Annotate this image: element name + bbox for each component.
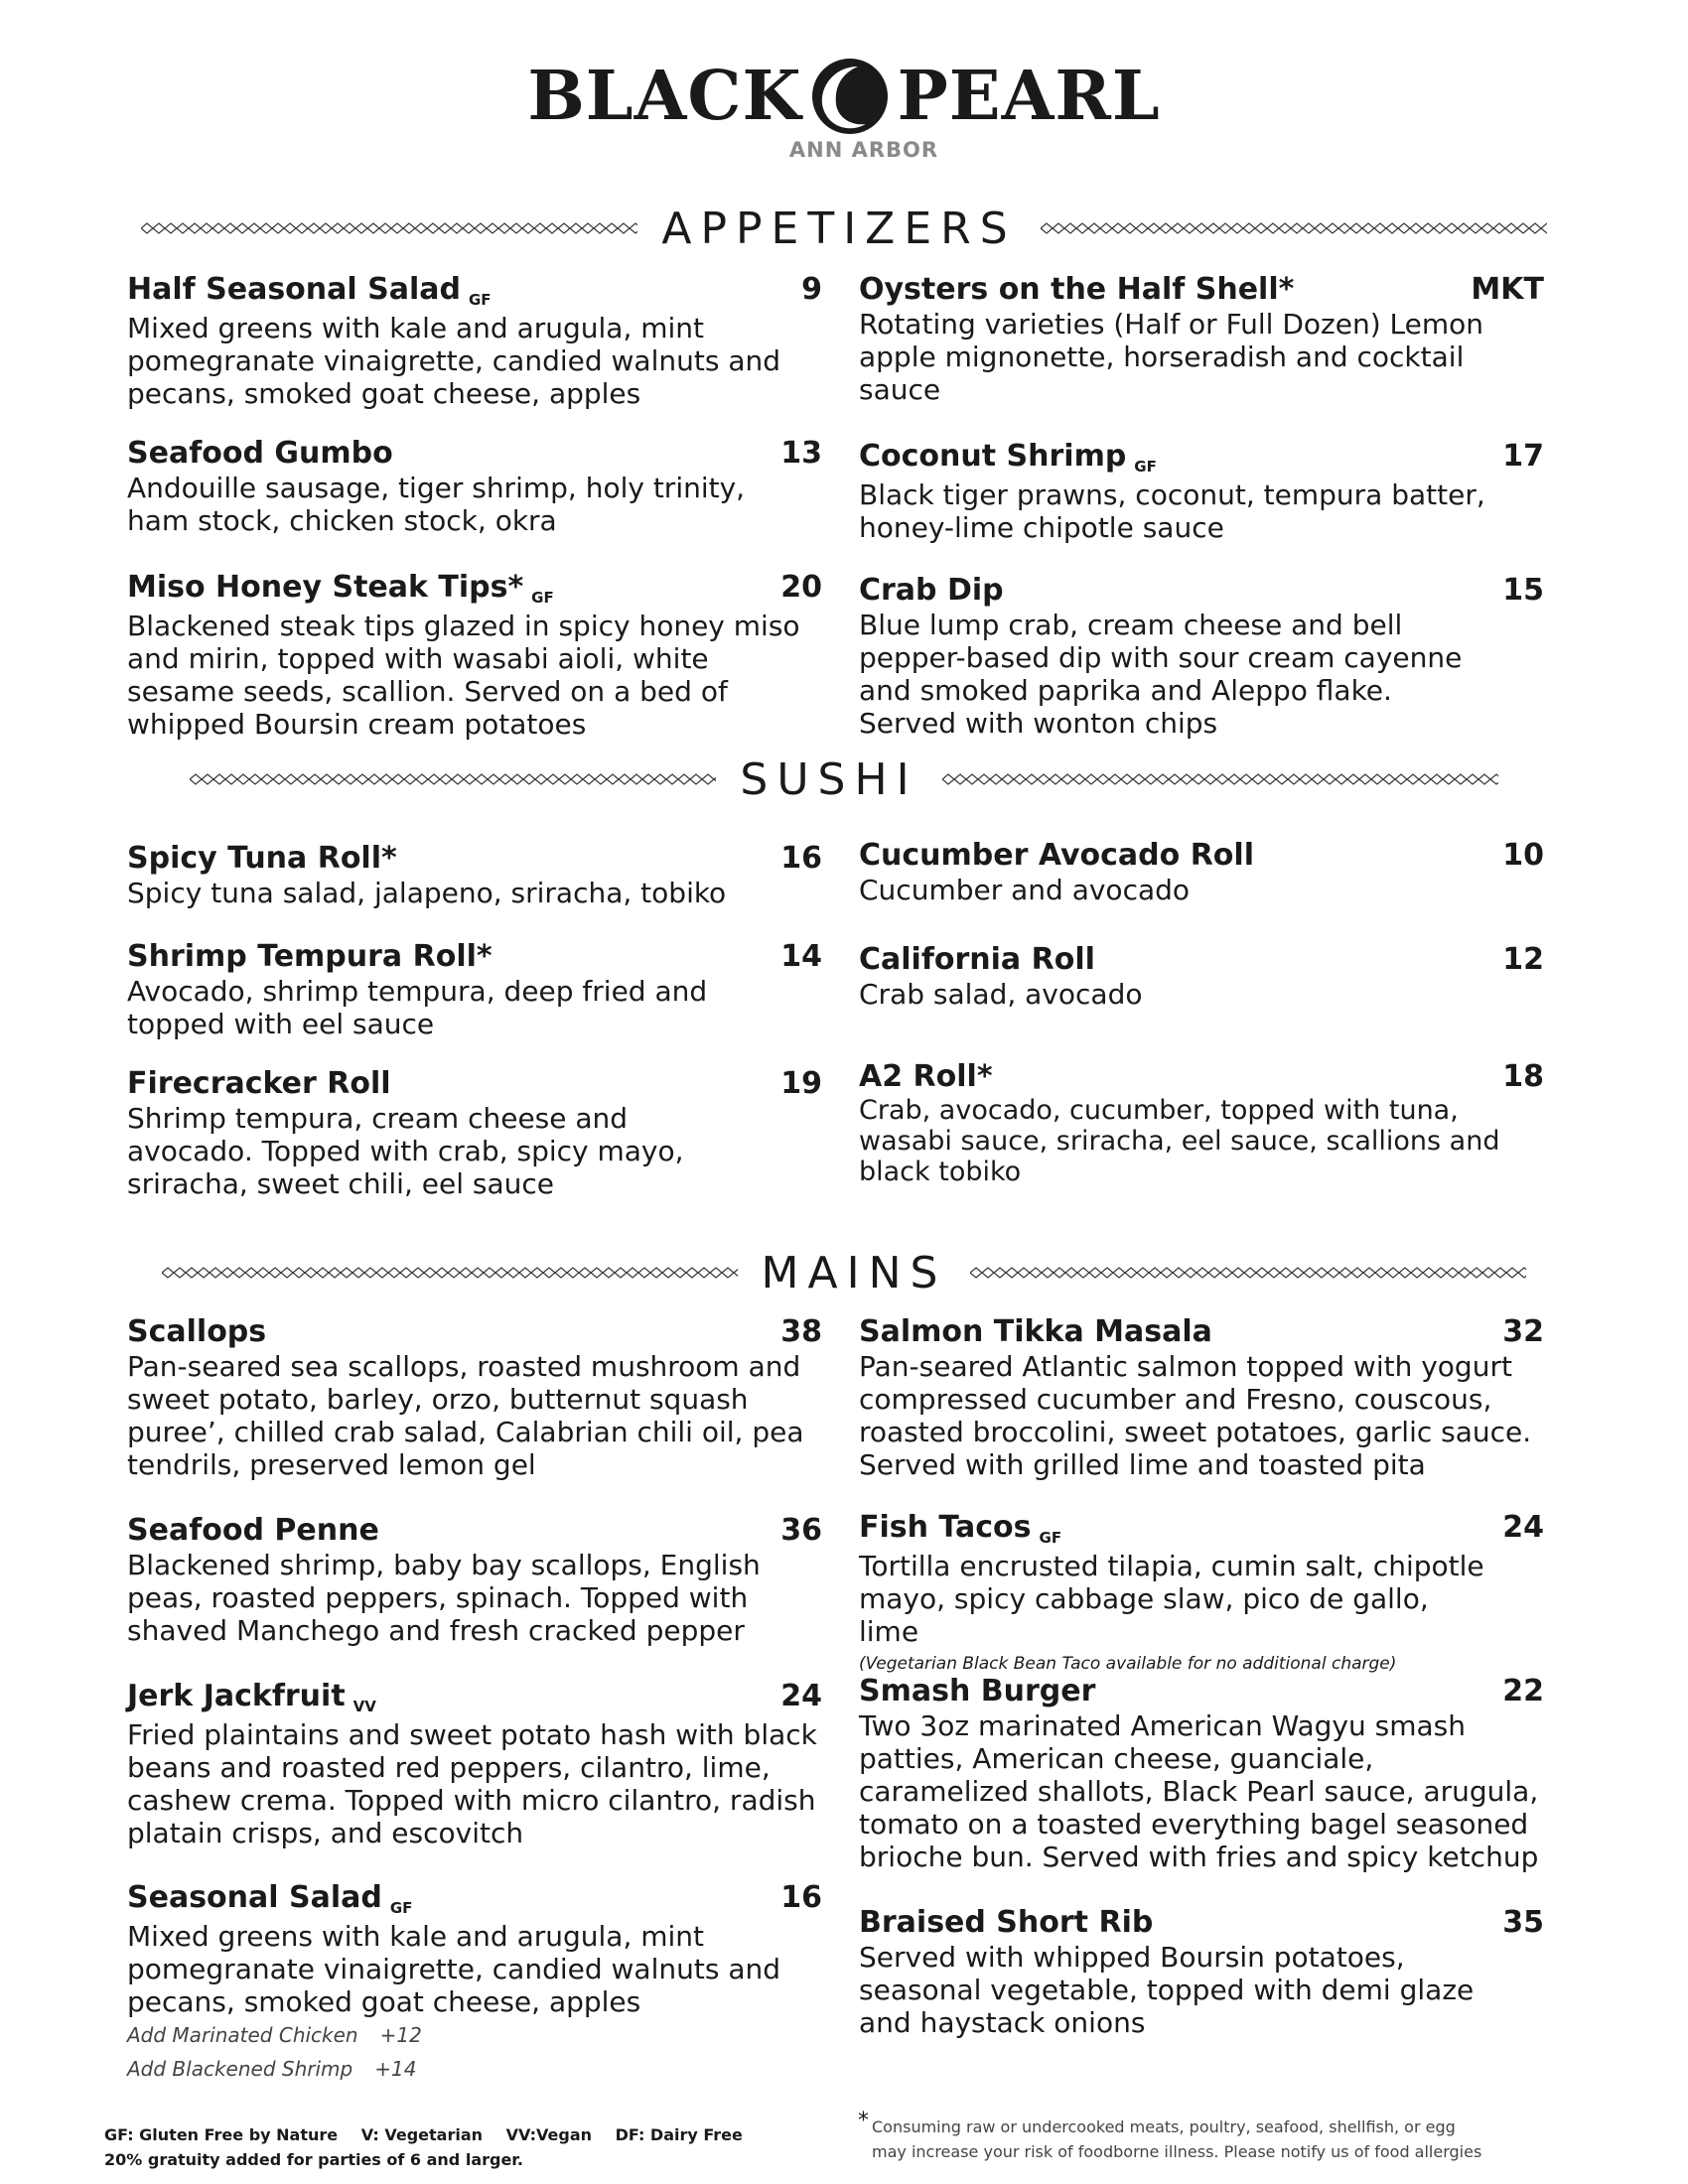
divider-ornament	[970, 1266, 1526, 1280]
section-header-appetizers	[0, 199, 1688, 258]
menu-item	[127, 1514, 822, 1647]
item-price: 24	[780, 1679, 822, 1713]
item-description: Black tiger prawns, coconut, tempura batter, honey-lime chipotle sauce	[859, 478, 1485, 544]
item-name: Half Seasonal Salad	[127, 272, 461, 307]
item-name: Seasonal Salad	[127, 1880, 382, 1915]
legend-gf: GF: Gluten Free by Nature	[104, 2125, 339, 2144]
item-price: 9	[801, 272, 822, 307]
item-price: 35	[1502, 1905, 1544, 1940]
divider-ornament	[942, 772, 1498, 786]
allergy-line-1: Consuming raw or undercooked meats, poultry, seafood, shellfish, or egg	[872, 2117, 1456, 2136]
item-price: 32	[1502, 1314, 1544, 1349]
menu-item	[127, 842, 822, 909]
item-note: (Vegetarian Black Bean Taco available for no additional charge)	[859, 1654, 1397, 1674]
addon-price: +14	[374, 2057, 417, 2081]
legend-v: V: Vegetarian	[360, 2125, 484, 2144]
menu-item	[859, 273, 1544, 406]
menu-item	[859, 1315, 1544, 1481]
item-price: 16	[780, 841, 822, 876]
item-name: Miso Honey Steak Tips*	[127, 570, 524, 605]
section-title-appetizers: APPETIZERS	[661, 203, 1017, 254]
item-description: Spicy tuna salad, jalapeno, sriracha, tobiko	[127, 877, 727, 909]
menu-item	[127, 1315, 822, 1481]
item-name: Cucumber Avocado Roll	[859, 838, 1254, 873]
addon-label: Add Blackened Shrimp	[127, 2057, 353, 2081]
dietary-legend	[104, 2122, 743, 2172]
item-price: 19	[780, 1066, 822, 1101]
item-name: Seafood Gumbo	[127, 436, 393, 471]
menu-item	[127, 940, 822, 1040]
item-price: MKT	[1471, 272, 1544, 307]
menu-item	[127, 1881, 822, 2086]
item-description: Pan-seared sea scallops, roasted mushroom and sweet potato, barley, orzo, butternut squash puree’, chilled crab salad, Calabrian chili oil, pea tendrils, preserved lemon gel	[127, 1350, 804, 1481]
divider-ornament	[141, 221, 637, 235]
logo	[0, 55, 1688, 162]
allergy-notice	[858, 2109, 1587, 2164]
item-price: 13	[780, 436, 822, 471]
item-price: 24	[1502, 1510, 1544, 1545]
menu-item	[859, 1060, 1544, 1187]
item-price: 18	[1502, 1059, 1544, 1094]
pearl-icon	[808, 55, 892, 138]
item-price: 36	[780, 1513, 822, 1548]
dietary-tag: GF	[1039, 1529, 1062, 1547]
dietary-tag: GF	[1134, 458, 1157, 476]
item-name: Firecracker Roll	[127, 1066, 391, 1101]
item-name: Coconut Shrimp	[859, 439, 1127, 474]
item-name: Crab Dip	[859, 573, 1004, 608]
section-header-sushi	[0, 750, 1688, 809]
section-title-mains: MAINS	[761, 1247, 947, 1298]
item-price: 20	[780, 570, 822, 605]
section-title-sushi: SUSHI	[740, 753, 918, 805]
dietary-tag: GF	[389, 1899, 413, 1917]
dietary-tag: GF	[468, 291, 492, 309]
divider-ornament	[190, 772, 716, 786]
item-description: Rotating varieties (Half or Full Dozen) Lemon apple mignonette, horseradish and cocktail sauce	[859, 308, 1484, 406]
item-name: Seafood Penne	[127, 1513, 379, 1548]
item-description: Blackened shrimp, baby bay scallops, English peas, roasted peppers, spinach. Topped with shaved Manchego and fresh cracked pepper	[127, 1549, 761, 1647]
item-price: 16	[780, 1880, 822, 1915]
item-description: Blue lump crab, cream cheese and bell pepper-based dip with sour cream cayenne and smoked paprika and Aleppo flake. Served with wonton chips	[859, 609, 1463, 740]
item-description: Shrimp tempura, cream cheese and avocado. Topped with crab, spicy mayo, sriracha, sweet chili, eel sauce	[127, 1102, 684, 1200]
menu-item	[127, 437, 822, 537]
item-name: California Roll	[859, 942, 1095, 977]
menu-item	[859, 1511, 1544, 1676]
item-description: Served with whipped Boursin potatoes, seasonal vegetable, topped with demi glaze and haystack onions	[859, 1941, 1475, 2039]
item-description: Cucumber and avocado	[859, 874, 1191, 906]
item-price: 10	[1502, 838, 1544, 873]
item-description: Two 3oz marinated American Wagyu smash patties, American cheese, guanciale, caramelized shallots, Black Pearl sauce, arugula, tomato on a toasted everything bagel seasoned brioche bun. Served with fries and spicy ketchup	[859, 1709, 1539, 1873]
brand-word-black: BLACK	[527, 57, 802, 136]
menu-item	[859, 1906, 1544, 2039]
item-description: Avocado, shrimp tempura, deep fried and topped with eel sauce	[127, 975, 708, 1040]
brand-row	[527, 55, 1160, 138]
brand-location: ANN ARBOR	[788, 138, 939, 162]
section-header-mains	[0, 1243, 1688, 1302]
item-price: 17	[1502, 439, 1544, 474]
item-price: 22	[1502, 1674, 1544, 1708]
addon-row	[127, 2052, 822, 2086]
menu-item	[859, 574, 1544, 740]
allergy-line-2: may increase your risk of foodborne illness. Please notify us of food allergies	[872, 2142, 1482, 2161]
item-description: Pan-seared Atlantic salmon topped with yogurt compressed cucumber and Fresno, couscous, roasted broccolini, sweet potatoes, garlic sauce. Served with grilled lime and toasted pita	[859, 1350, 1532, 1481]
item-description: Crab salad, avocado	[859, 978, 1143, 1011]
legend-vv: VV:Vegan	[505, 2125, 593, 2144]
dietary-tag: VV	[352, 1698, 376, 1715]
divider-ornament	[162, 1266, 738, 1280]
addon-price: +12	[379, 2023, 422, 2047]
item-description: Andouille sausage, tiger shrimp, holy trinity, ham stock, chicken stock, okra	[127, 472, 746, 537]
legend-df: DF: Dairy Free	[615, 2125, 743, 2144]
item-description: Crab, avocado, cucumber, topped with tuna, wasabi sauce, sriracha, eel sauce, scallions and black tobiko	[859, 1095, 1500, 1187]
item-price: 12	[1502, 942, 1544, 977]
item-name: Spicy Tuna Roll*	[127, 841, 397, 876]
item-name: Scallops	[127, 1314, 267, 1349]
item-description: Mixed greens with kale and arugula, mint pomegranate vinaigrette, candied walnuts and pecans, smoked goat cheese, apples	[127, 1920, 780, 2018]
menu-item	[127, 1067, 822, 1200]
item-name: A2 Roll*	[859, 1059, 993, 1094]
item-price: 38	[780, 1314, 822, 1349]
menu-item	[859, 1675, 1544, 1873]
divider-ornament	[1041, 221, 1547, 235]
item-description: Fried plaintains and sweet potato hash with black beans and roasted red peppers, cilantro, lime, cashew crema. Topped with micro cilantro, radish platain crisps, and escovitch	[127, 1718, 817, 1849]
menu-item	[127, 1680, 822, 1849]
item-name: Fish Tacos	[859, 1510, 1032, 1545]
item-description: Blackened steak tips glazed in spicy honey miso and mirin, topped with wasabi aioli, white sesame seeds, scallion. Served on a bed of whipped Boursin cream potatoes	[127, 610, 800, 741]
item-price: 15	[1502, 573, 1544, 608]
addon-label: Add Marinated Chicken	[127, 2023, 358, 2047]
item-description: Mixed greens with kale and arugula, mint pomegranate vinaigrette, candied walnuts and pecans, smoked goat cheese, apples	[127, 312, 780, 410]
item-name: Smash Burger	[859, 1674, 1096, 1708]
menu-item	[127, 273, 822, 410]
menu-item	[859, 440, 1544, 544]
brand-word-pearl: PEARL	[897, 57, 1161, 136]
menu-item	[127, 571, 822, 741]
menu-item	[859, 943, 1544, 1011]
item-description: Tortilla encrusted tilapia, cumin salt, chipotle mayo, spicy cabbage slaw, pico de gallo, lime	[859, 1550, 1484, 1648]
menu-item	[859, 839, 1544, 906]
item-name: Braised Short Rib	[859, 1905, 1154, 1940]
item-name: Jerk Jackfruit	[127, 1679, 346, 1713]
item-name: Shrimp Tempura Roll*	[127, 939, 492, 974]
addon-row	[127, 2018, 822, 2052]
item-name: Salmon Tikka Masala	[859, 1314, 1212, 1349]
item-name: Oysters on the Half Shell*	[859, 272, 1295, 307]
gratuity-notice: 20% gratuity added for parties of 6 and larger.	[104, 2150, 523, 2169]
item-price: 14	[780, 939, 822, 974]
asterisk-mark: *	[858, 2109, 869, 2133]
dietary-tag: GF	[531, 589, 554, 607]
